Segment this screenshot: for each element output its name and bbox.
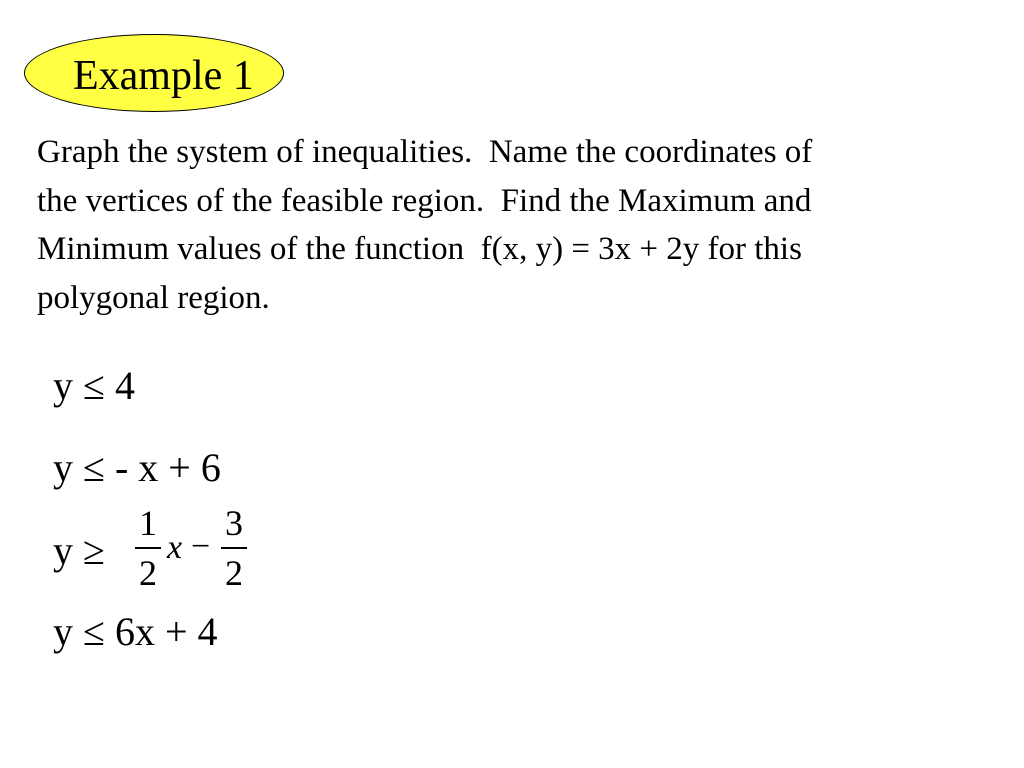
fraction-2-denominator: 2 — [225, 553, 243, 593]
inequality-3-lhs: y ≥ — [53, 528, 105, 573]
fraction-2-bar — [221, 547, 247, 549]
inequality-1: y ≤ 4 — [53, 363, 135, 408]
inequality-2: y ≤ - x + 6 — [53, 445, 221, 490]
problem-line-1: Graph the system of inequalities. Name the coordinates of — [37, 134, 813, 170]
inequality-4: y ≤ 6x + 4 — [53, 609, 218, 654]
problem-statement — [37, 128, 997, 322]
fraction-2-numerator: 3 — [225, 503, 243, 543]
problem-line-4: polygonal region. — [37, 279, 270, 316]
minus-sign: − — [191, 528, 211, 565]
variable-x: x — [167, 529, 183, 566]
fraction-1-denominator: 2 — [139, 553, 157, 593]
fraction-1-bar — [135, 547, 161, 549]
slide-title: Example 1 — [73, 53, 254, 99]
problem-line-2: the vertices of the feasible region. Find the Maximum and — [37, 182, 812, 219]
fraction-1-numerator: 1 — [139, 503, 157, 543]
problem-line-3: Minimum values of the function f(x, y) = 3x + 2y for this — [37, 231, 802, 267]
